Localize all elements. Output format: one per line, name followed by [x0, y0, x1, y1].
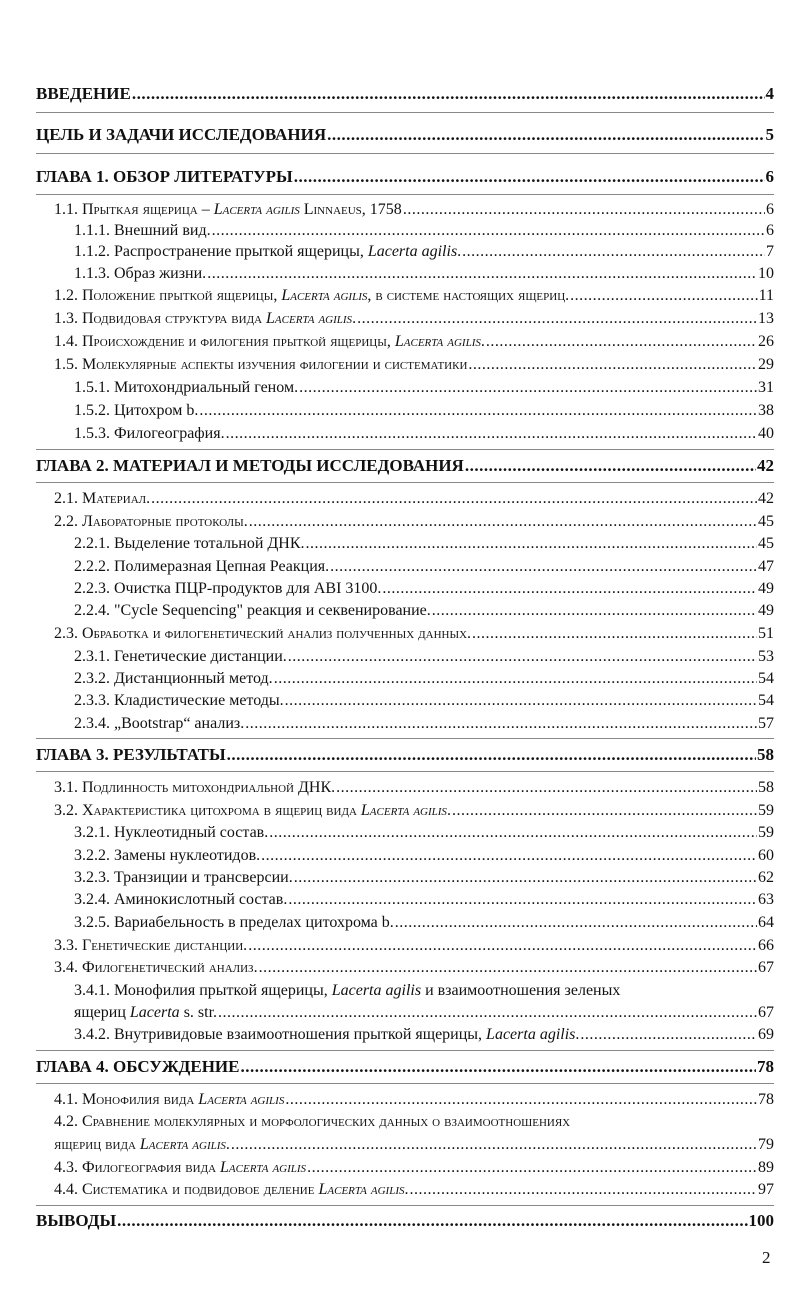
toc-entry-3-2-4[interactable] — [36, 890, 774, 910]
toc-entry-1-2[interactable] — [36, 286, 774, 306]
toc-page: 78 — [758, 1091, 774, 1108]
toc-page: 38 — [758, 402, 774, 419]
leader-dots — [395, 913, 757, 933]
toc-entry-intro[interactable] — [36, 84, 774, 104]
toc-title: 2.3.2. Дистанционный метод. — [74, 670, 273, 687]
toc-page: 26 — [758, 333, 774, 350]
toc-title: 1.1.2. Распространение прыткой ящерицы, Lacerta agilis. — [74, 243, 462, 260]
divider — [36, 194, 774, 195]
leader-dots — [231, 1135, 757, 1155]
divider — [36, 738, 774, 739]
toc-page: 67 — [758, 959, 774, 976]
toc-page: 4 — [765, 84, 774, 103]
leader-dots — [336, 778, 757, 798]
toc-entry-3-4-1[interactable] — [36, 1003, 774, 1023]
toc-entry-3-4[interactable] — [36, 958, 774, 978]
toc-entry-4-3[interactable] — [36, 1158, 774, 1178]
toc-entry-1-1[interactable] — [36, 200, 774, 220]
toc-page: 31 — [758, 379, 774, 396]
toc-title: 1.5.1. Митохондриальный геном. — [74, 379, 299, 396]
toc-entry-4-2[interactable] — [36, 1135, 774, 1155]
toc-title: ЦЕЛЬ И ЗАДАЧИ ИССЛЕДОВАНИЯ — [36, 125, 327, 144]
toc-title: ГЛАВА 3. РЕЗУЛЬТАТЫ — [36, 745, 226, 764]
page-number: 2 — [762, 1248, 771, 1267]
toc-title: 1.4. Происхождение и филогения прыткой ящерицы, Lacerta agilis. — [54, 333, 485, 350]
leader-dots — [486, 332, 757, 352]
toc-entry-2-3[interactable] — [36, 624, 774, 644]
toc-entry-1-5[interactable] — [36, 355, 774, 375]
toc-page: 59 — [758, 824, 774, 841]
toc-title: 3.2.5. Вариабельность в пределах цитохрома b. — [74, 914, 394, 931]
leader-dots — [580, 1025, 757, 1045]
leader-dots — [218, 1003, 757, 1023]
toc-entry-ch2[interactable] — [36, 456, 774, 476]
leader-dots — [465, 456, 756, 476]
toc-page: 6 — [766, 222, 774, 239]
toc-title: 1.5.3. Филогеография. — [74, 425, 225, 442]
toc-entry-1-1-2[interactable] — [36, 242, 774, 262]
leader-dots — [462, 242, 765, 262]
toc-page: 49 — [758, 602, 774, 619]
divider — [36, 771, 774, 772]
leader-dots — [285, 691, 757, 711]
toc-page: 64 — [758, 914, 774, 931]
toc-page: 11 — [758, 287, 774, 304]
leader-dots — [269, 823, 757, 843]
toc-title: 2.3.4. „Bootstrap“ анализ. — [74, 715, 245, 732]
leader-dots — [570, 286, 757, 306]
leader-dots — [327, 125, 764, 145]
toc-entry-goals[interactable] — [36, 125, 774, 145]
toc-page: 6 — [765, 167, 774, 186]
toc-title: 3.4. Филогенетический анализ. — [54, 959, 258, 976]
toc-title: 3.3. Генетические дистанции. — [54, 937, 248, 954]
toc-title: 1.1.1. Внешний вид. — [74, 222, 211, 239]
leader-dots — [226, 424, 757, 444]
divider — [36, 153, 774, 154]
toc-page: 5 — [765, 125, 774, 144]
toc-title: 1.1. Прыткая ящерица – Lacerta agilis Linnaeus, 1758 — [54, 201, 402, 218]
leader-dots — [403, 200, 765, 220]
toc-page: 59 — [758, 802, 774, 819]
toc-title: 4.3. Филогеография вида Lacerta agilis — [54, 1159, 307, 1176]
leader-dots — [245, 714, 757, 734]
toc-page: 13 — [758, 310, 774, 327]
toc-entry-ch1[interactable] — [36, 167, 774, 187]
toc-entry-ch3[interactable] — [36, 745, 774, 765]
leader-dots — [294, 868, 757, 888]
toc-entry-2-3-3[interactable] — [36, 691, 774, 711]
toc-entry-3-4-1-line1[interactable]: 3.4.1. Монофилия прыткой ящерицы, Lacerta agilis и взаимоотношения зеленых — [74, 982, 621, 999]
divider — [36, 482, 774, 483]
toc-entry-1-3[interactable] — [36, 309, 774, 329]
toc-entry-3-2-1[interactable] — [36, 823, 774, 843]
toc-entry-3-2-2[interactable] — [36, 846, 774, 866]
leader-dots — [261, 846, 757, 866]
toc-title: 4.4. Систематика и подвидовое деление Lacerta agilis. — [54, 1181, 409, 1198]
leader-dots — [294, 167, 765, 187]
toc-page: 79 — [758, 1136, 774, 1153]
toc-entry-ch4[interactable] — [36, 1057, 774, 1077]
toc-entry-3-1[interactable] — [36, 778, 774, 798]
toc-page: 100 — [748, 1211, 774, 1230]
toc-entry-1-5-3[interactable] — [36, 424, 774, 444]
toc-entry-3-4-2[interactable] — [36, 1025, 774, 1045]
toc-entry-3-2-3[interactable] — [36, 868, 774, 888]
toc-title: 3.2.2. Замены нуклеотидов. — [74, 847, 261, 864]
divider — [36, 112, 774, 113]
toc-title: 3.1. Подлинность митохондриальной ДНК. — [54, 779, 336, 796]
toc-page: 42 — [757, 456, 774, 475]
toc-page: 53 — [758, 648, 774, 665]
toc-page: 78 — [757, 1057, 774, 1076]
toc-entry-1-5-2[interactable] — [36, 401, 774, 421]
toc-title: ГЛАВА 4. ОБСУЖДЕНИЕ — [36, 1057, 240, 1076]
toc-entry-2-3-1[interactable] — [36, 647, 774, 667]
leader-dots — [357, 309, 757, 329]
toc-page: 29 — [758, 356, 774, 373]
toc-page: 49 — [758, 580, 774, 597]
toc-title: 4.1. Монофилия вида Lacerta agilis — [54, 1091, 285, 1108]
divider — [36, 1050, 774, 1051]
toc-page: 47 — [758, 558, 774, 575]
toc-title: ГЛАВА 2. МАТЕРИАЛ И МЕТОДЫ ИССЛЕДОВАНИЯ — [36, 456, 464, 475]
leader-dots — [330, 557, 757, 577]
leader-dots — [410, 1180, 757, 1200]
leader-dots — [299, 378, 757, 398]
leader-dots — [307, 1158, 757, 1178]
toc-page: 7 — [766, 243, 774, 260]
toc-title: ящериц Lacerta s. str. — [74, 1004, 218, 1021]
toc-page: 58 — [758, 779, 774, 796]
toc-entry-3-2[interactable] — [36, 801, 774, 821]
toc-title: 3.2. Характеристика цитохрома в ящериц вида Lacerta agilis. — [54, 802, 451, 819]
leader-dots — [274, 669, 757, 689]
toc-page: 89 — [758, 1159, 774, 1176]
toc-entry-2-2-3[interactable] — [36, 579, 774, 599]
toc-title: 2.2.2. Полимеразная Цепная Реакция. — [74, 558, 330, 575]
divider — [36, 1205, 774, 1206]
toc-entry-2-2-1[interactable] — [36, 534, 774, 554]
toc-page: 97 — [758, 1181, 774, 1198]
toc-page: 54 — [758, 670, 774, 687]
toc-page: 57 — [758, 715, 774, 732]
toc-entry-2-2-4[interactable] — [36, 601, 774, 621]
toc-page: 63 — [758, 891, 774, 908]
toc-entry-1-5-1[interactable] — [36, 378, 774, 398]
toc-entry-4-2-line1[interactable]: 4.2. Сравнение молекулярных и морфологических данных о взаимоотношениях — [54, 1113, 571, 1130]
divider — [36, 449, 774, 450]
toc-page: 54 — [758, 692, 774, 709]
toc-entry-4-1[interactable] — [36, 1090, 774, 1110]
toc-page: 40 — [758, 425, 774, 442]
leader-dots — [468, 355, 757, 375]
toc-title: 3.4.2. Внутривидовые взаимоотношения прыткой ящерицы, Lacerta agilis. — [74, 1026, 580, 1043]
toc-title: 1.2. Положение прыткой ящерицы, Lacerta agilis, в системе настоящих ящериц. — [54, 287, 570, 304]
leader-dots — [151, 489, 757, 509]
toc-title: 2.3.1. Генетические дистанции. — [74, 648, 287, 665]
leader-dots — [241, 1057, 757, 1077]
leader-dots — [207, 264, 757, 284]
leader-dots — [227, 745, 756, 765]
leader-dots — [259, 958, 757, 978]
toc-page: 45 — [758, 535, 774, 552]
toc-title: 2.3.3. Кладистические методы. — [74, 692, 284, 709]
toc-title: 1.3. Подвидовая структура вида Lacerta agilis. — [54, 310, 357, 327]
toc-title: ВВЕДЕНИЕ — [36, 84, 131, 103]
toc-page: 42 — [758, 490, 774, 507]
leader-dots — [288, 890, 757, 910]
toc-entry-2-3-2[interactable] — [36, 669, 774, 689]
toc-title: 1.5.2. Цитохром b. — [74, 402, 199, 419]
leader-dots — [288, 647, 757, 667]
leader-dots — [199, 401, 757, 421]
toc-title: 1.1.3. Образ жизни. — [74, 265, 207, 282]
toc-title: 2.2. Лабораторные протоколы. — [54, 513, 248, 530]
toc-title: 3.2.1. Нуклеотидный состав. — [74, 824, 269, 841]
toc-entry-3-3[interactable] — [36, 936, 774, 956]
toc-title: 2.2.1. Выделение тотальной ДНК. — [74, 535, 305, 552]
leader-dots — [249, 512, 757, 532]
leader-dots — [432, 601, 757, 621]
leader-dots — [117, 1211, 747, 1231]
toc-page: 67 — [758, 1004, 774, 1021]
toc-page: 60 — [758, 847, 774, 864]
leader-dots — [285, 1090, 757, 1110]
toc-title: 2.3. Обработка и филогенетический анализ полученных данных. — [54, 625, 472, 642]
leader-dots — [452, 801, 757, 821]
toc-page: 58 — [757, 745, 774, 764]
toc-title: 1.5. Молекулярные аспекты изучения филогении и систематики — [54, 356, 468, 373]
toc-entry-1-1-1[interactable] — [36, 221, 774, 241]
toc-title: ящериц вида Lacerta agilis. — [54, 1136, 230, 1153]
toc-page: 6 — [766, 201, 774, 218]
leader-dots — [248, 936, 757, 956]
leader-dots — [306, 534, 757, 554]
toc-title: 3.2.3. Транзиции и трансверсии. — [74, 869, 293, 886]
toc-entry-2-1[interactable] — [36, 489, 774, 509]
toc-page: 45 — [758, 513, 774, 530]
toc-entry-conclusions[interactable] — [36, 1211, 774, 1231]
toc-entry-4-4[interactable] — [36, 1180, 774, 1200]
toc-title: ГЛАВА 1. ОБЗОР ЛИТЕРАТУРЫ — [36, 167, 293, 186]
toc-entry-2-2-2[interactable] — [36, 557, 774, 577]
toc-page: 10 — [758, 265, 774, 282]
leader-dots — [382, 579, 757, 599]
toc-entry-2-3-4[interactable] — [36, 714, 774, 734]
leader-dots — [132, 84, 765, 104]
toc-page: 69 — [758, 1026, 774, 1043]
toc-page: 62 — [758, 869, 774, 886]
toc-title: ВЫВОДЫ — [36, 1211, 117, 1230]
toc-entry-1-1-3[interactable] — [36, 264, 774, 284]
toc-title: 2.2.4. "Cycle Sequencing" реакция и секвенирование. — [74, 602, 431, 619]
toc-entry-2-2[interactable] — [36, 512, 774, 532]
toc-page: 66 — [758, 937, 774, 954]
toc-title: 3.2.4. Аминокислотный состав. — [74, 891, 288, 908]
toc-entry-1-4[interactable] — [36, 332, 774, 352]
toc-page: 51 — [758, 625, 774, 642]
toc-title: 2.2.3. Очистка ПЦР-продуктов для ABI 3100. — [74, 580, 382, 597]
toc-title: 2.1. Материал. — [54, 490, 151, 507]
divider — [36, 1083, 774, 1084]
leader-dots — [472, 624, 757, 644]
leader-dots — [212, 221, 765, 241]
toc-entry-3-2-5[interactable] — [36, 913, 774, 933]
